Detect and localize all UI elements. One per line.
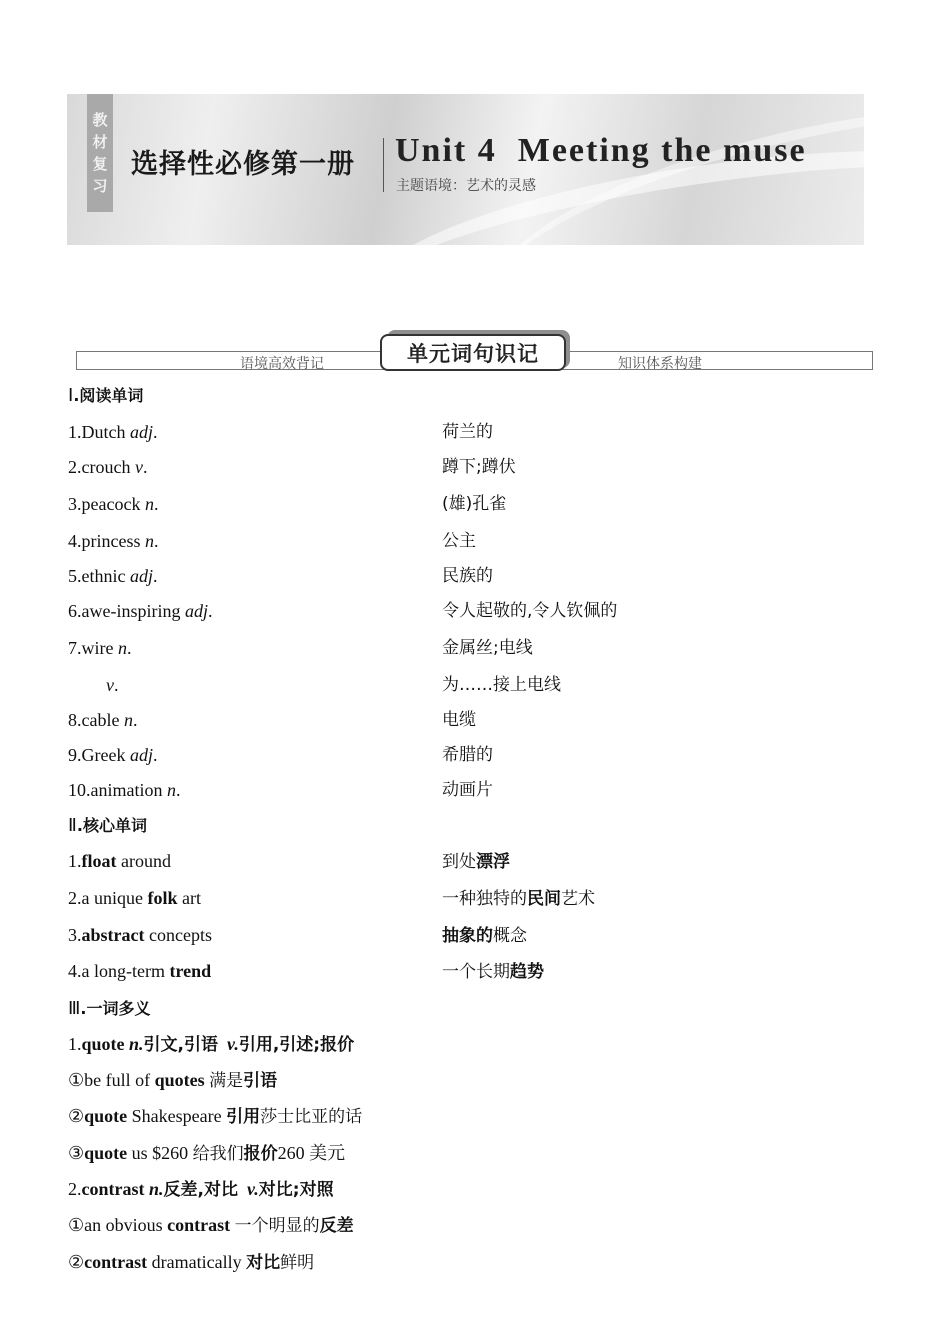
part3-heading: Ⅲ.一词多义 [68, 998, 151, 1018]
list-item: 4.princess n. [68, 531, 159, 551]
list-item: 1.Dutch adj. [68, 422, 158, 442]
list-item: 8.cable n. [68, 710, 138, 730]
banner-divider [383, 138, 384, 192]
example-line: ③quote us $260 给我们报价260 美元 [68, 1143, 346, 1164]
unit-title: Unit 4 Meeting the muse [395, 132, 807, 169]
list-item: v. [106, 675, 119, 695]
list-item: 10.animation n. [68, 780, 181, 800]
part2-heading: Ⅱ.核心单词 [68, 815, 147, 835]
list-item-meaning: 为……接上电线 [442, 675, 561, 695]
list-item-meaning: 希腊的 [442, 745, 493, 765]
list-item: 3.abstract concepts [68, 925, 212, 945]
list-item-meaning: 到处漂浮 [442, 852, 510, 872]
list-item-meaning: 抽象的概念 [442, 926, 527, 946]
book-title: 选择性必修第一册 [131, 149, 355, 180]
section-badge: 单元词句识记 [380, 334, 566, 371]
section-right-label: 知识体系构建 [618, 356, 702, 372]
example-line: ②quote Shakespeare 引用莎士比亚的话 [68, 1106, 363, 1127]
list-item-meaning: 一个长期趋势 [442, 962, 544, 982]
list-item-meaning: (雄)孔雀 [442, 494, 507, 514]
list-item: 5.ethnic adj. [68, 566, 158, 586]
list-item: 7.wire n. [68, 638, 132, 658]
example-line: ①be full of quotes 满是引语 [68, 1070, 278, 1091]
unit-banner [67, 94, 864, 245]
list-item-meaning: 民族的 [442, 566, 493, 586]
example-line: ①an obvious contrast 一个明显的反差 [68, 1215, 354, 1236]
list-item: 2.crouch v. [68, 457, 148, 477]
theme-context: 主题语境：艺术的灵感 [396, 178, 536, 194]
list-item-meaning: 公主 [442, 531, 476, 551]
example-line: ②contrast dramatically 对比鲜明 [68, 1252, 315, 1273]
list-item: 6.awe-inspiring adj. [68, 601, 213, 621]
list-item-meaning: 蹲下;蹲伏 [442, 457, 516, 477]
list-item-meaning: 动画片 [442, 780, 493, 800]
part1-heading: Ⅰ.阅读单词 [68, 385, 144, 405]
list-item-meaning: 令人起敬的,令人钦佩的 [442, 601, 618, 621]
list-item-meaning: 一种独特的民间艺术 [442, 889, 595, 909]
textbook-review-tab: 教 材 复 习 [87, 94, 113, 212]
list-item: 1.float around [68, 851, 171, 871]
list-item-meaning: 电缆 [442, 710, 476, 730]
polysemy-entry: 1.quote n.引文,引语 v.引用,引述;报价 [68, 1034, 355, 1055]
polysemy-entry: 2.contrast n.反差,对比 v.对比;对照 [68, 1179, 334, 1200]
list-item: 4.a long-term trend [68, 961, 212, 981]
list-item: 2.a unique folk art [68, 888, 201, 908]
list-item-meaning: 荷兰的 [442, 422, 493, 442]
list-item: 9.Greek adj. [68, 745, 158, 765]
list-item: 3.peacock n. [68, 494, 159, 514]
section-left-label: 语境高效背记 [240, 356, 324, 372]
list-item-meaning: 金属丝;电线 [442, 638, 533, 658]
